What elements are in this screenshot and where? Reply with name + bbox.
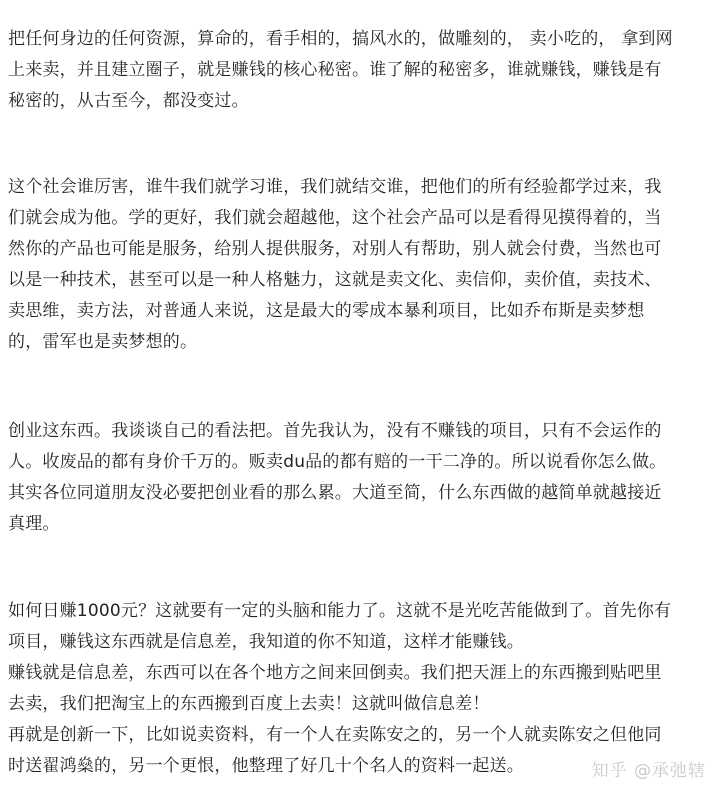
paragraph-line: 人。收废品的都有身价千万的。贩卖du品的都有赔的一干二净的。所以说看你怎么做。 [8, 452, 667, 472]
paragraph-line: 这个社会谁厉害，谁牛我们就学习谁，我们就结交谁，把他们的所有经验都学过来，我 [8, 177, 662, 197]
paragraph-line: 赚钱就是信息差，东西可以在各个地方之间来回倒卖。我们把天涯上的东西搬到贴吧里 [8, 663, 662, 683]
zhihu-watermark: 知乎 @承弛辖 [591, 761, 706, 781]
paragraph-3 [8, 416, 666, 540]
paragraph-line: 项目，赚钱这东西就是信息差，我知道的你不知道，这样才能赚钱。 [8, 632, 524, 652]
paragraph-line: 其实各位同道朋友没必要把创业看的那么累。大道至简，什么东西做的越简单就越接近 [8, 483, 662, 503]
paragraph-line: 创业这东西。我谈谈自己的看法把。首先我认为，没有不赚钱的项目，只有不会运作的 [8, 421, 662, 441]
paragraph-2 [8, 172, 662, 358]
paragraph-line: 去卖，我们把淘宝上的东西搬到百度上去卖！这就叫做信息差！ [8, 694, 490, 714]
paragraph-line: 的，雷军也是卖梦想的。 [8, 332, 198, 352]
paragraph-4 [8, 596, 671, 782]
paragraph-1 [8, 24, 673, 117]
paragraph-line: 卖思维，卖方法，对普通人来说，这是最大的零成本暴利项目，比如乔布斯是卖梦想 [8, 301, 645, 321]
paragraph-line: 们就会成为他。学的更好，我们就会超越他，这个社会产品可以是看得见摸得着的，当 [8, 208, 662, 228]
paragraph-line: 再就是创新一下，比如说卖资料，有一个人在卖陈安之的，另一个人就卖陈安之但他同 [8, 725, 662, 745]
paragraph-line: 秘密的，从古至今，都没变过。 [8, 91, 249, 111]
paragraph-line: 上来卖，并且建立圈子，就是赚钱的核心秘密。谁了解的秘密多，谁就赚钱，赚钱是有 [8, 60, 662, 80]
paragraph-line: 时送翟鸿燊的，另一个更恨，他整理了好几十个名人的资料一起送。 [8, 756, 524, 776]
paragraph-line: 如何日赚1000元？这就要有一定的头脑和能力了。这就不是光吃苦能做到了。首先你有 [8, 601, 672, 621]
paragraph-line: 然你的产品也可能是服务，给别人提供服务，对别人有帮助，别人就会付费，当然也可 [8, 239, 662, 259]
paragraph-line: 真理。 [8, 514, 60, 534]
paragraph-line: 把任何身边的任何资源，算命的，看手相的，搞风水的，做雕刻的， 卖小吃的， 拿到网 [8, 29, 673, 49]
paragraph-line: 以是一种技术，甚至可以是一种人格魅力，这就是卖文化、卖信仰，卖价值，卖技术、 [8, 270, 662, 290]
